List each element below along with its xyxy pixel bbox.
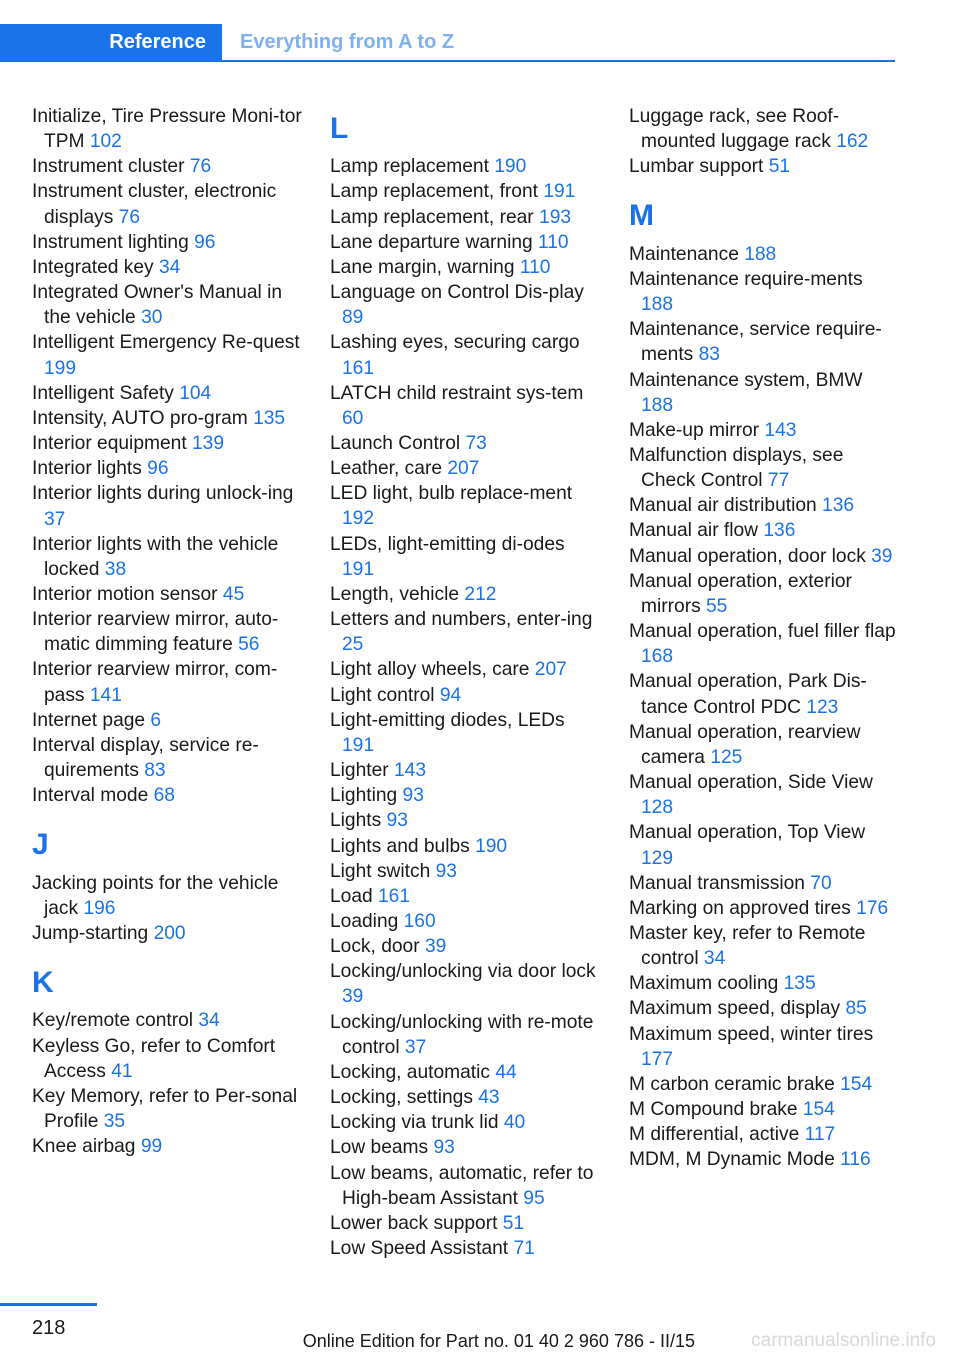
- index-entry: [330, 1236, 600, 1261]
- index-page-link[interactable]: 93: [433, 1137, 455, 1159]
- index-entry-term: Luggage rack, see Roof-mounted luggage rack: [629, 106, 840, 153]
- index-page-link[interactable]: 34: [198, 1010, 220, 1032]
- index-page-link[interactable]: 93: [435, 860, 457, 882]
- section-gap: [629, 179, 899, 191]
- index-page-link[interactable]: 139: [191, 433, 224, 455]
- index-entry: [330, 381, 600, 431]
- index-entry-term: Knee airbag: [32, 1136, 141, 1158]
- index-entry: [32, 607, 302, 657]
- index-entry: [330, 683, 600, 708]
- index-entry-term: Intelligent Safety: [32, 382, 180, 404]
- index-entry: [330, 1060, 600, 1085]
- index-page-link[interactable]: 43: [478, 1087, 500, 1109]
- index-entry-term: Language on Control Dis-play: [330, 282, 584, 304]
- index-column-2: [330, 104, 600, 1261]
- index-entry-term: Maintenance, service require-ments: [629, 319, 882, 366]
- index-page-link[interactable]: 56: [238, 634, 260, 656]
- index-page-link[interactable]: 135: [253, 407, 286, 429]
- index-entry: [330, 758, 600, 783]
- index-entry-term: Manual operation, Park Dis-tance Control PDC: [629, 671, 867, 718]
- index-entry: [629, 1122, 899, 1147]
- index-page-link[interactable]: 154: [840, 1073, 873, 1095]
- index-entry-term: Interval mode: [32, 785, 154, 807]
- index-entry-term: Maintenance: [629, 243, 745, 265]
- index-entry-term: Manual air distribution: [629, 495, 823, 517]
- index-page-link[interactable]: 188: [744, 243, 777, 265]
- index-entry-term: Maintenance require-ments: [629, 268, 863, 290]
- index-entry-term: Lane margin, warning: [330, 256, 520, 278]
- index-page-link[interactable]: 193: [539, 206, 572, 228]
- index-entry-term: Integrated Owner's Manual in the vehicle: [32, 282, 283, 329]
- index-page-link[interactable]: 39: [424, 936, 447, 958]
- index-entry-term: Launch Control: [330, 433, 466, 455]
- index-entry-term: Manual air flow: [629, 520, 764, 542]
- index-entry: [32, 456, 302, 481]
- index-entry-term: M differential, active: [629, 1124, 805, 1146]
- index-entry-term: Lighter: [330, 760, 394, 782]
- index-entry-term: Manual transmission: [629, 872, 811, 894]
- index-letter-heading: K: [32, 966, 54, 1000]
- index-entry: [330, 255, 600, 280]
- index-page-link[interactable]: 77: [767, 470, 790, 492]
- index-entry: [629, 569, 899, 619]
- index-entry: [330, 582, 600, 607]
- index-entry-term: Load: [330, 885, 379, 907]
- index-entry: [32, 657, 302, 707]
- index-letter-heading: M: [629, 199, 654, 233]
- index-entry-term: Interior equipment: [32, 433, 192, 455]
- index-entry: [330, 456, 600, 481]
- index-entry-term: LEDs, light-emitting di-odes: [330, 533, 565, 555]
- index-page-link[interactable]: 136: [763, 520, 796, 542]
- index-page-link[interactable]: 143: [764, 419, 797, 441]
- index-entry: [629, 619, 899, 669]
- index-entry: [32, 255, 302, 280]
- index-entry: [629, 921, 899, 971]
- index-page-link[interactable]: 190: [494, 156, 527, 178]
- index-entry: [330, 154, 600, 179]
- index-page-link[interactable]: 45: [222, 583, 245, 605]
- index-entry-term: Manual operation, door lock: [629, 545, 872, 567]
- index-entry: [330, 431, 600, 456]
- index-page-link[interactable]: 136: [822, 495, 855, 517]
- index-page-link[interactable]: 83: [144, 760, 166, 782]
- index-entry-term: Initialize, Tire Pressure Moni-tor TPM: [32, 106, 302, 153]
- index-entry-term: Locking, automatic: [330, 1061, 496, 1083]
- index-page-link[interactable]: 89: [342, 307, 364, 329]
- index-entry: [330, 783, 600, 808]
- index-entry: [32, 1084, 302, 1134]
- index-entry: [629, 1147, 899, 1172]
- index-page-link[interactable]: 6: [150, 709, 162, 731]
- index-entry-term: Interior rearview mirror, com-pass: [32, 659, 278, 706]
- index-page-link[interactable]: 39: [871, 545, 893, 567]
- index-page-link[interactable]: 110: [538, 231, 569, 253]
- index-entry: [330, 884, 600, 909]
- index-page-link[interactable]: 93: [402, 785, 424, 807]
- index-entry-term: Length, vehicle: [330, 583, 465, 605]
- index-entry-term: Jacking points for the vehicle jack: [32, 872, 279, 919]
- index-entry: [330, 532, 600, 582]
- index-entry-term: Master key, refer to Remote control: [629, 922, 866, 970]
- index-page-link[interactable]: 34: [703, 948, 726, 970]
- index-entry: [629, 820, 899, 870]
- index-page-link[interactable]: 38: [104, 558, 127, 580]
- index-entry-term: Light control: [330, 684, 440, 706]
- index-page-link[interactable]: 125: [710, 746, 743, 768]
- index-entry: [330, 934, 600, 959]
- index-page-link[interactable]: 128: [641, 797, 674, 819]
- index-entry-term: Marking on approved tires: [629, 897, 857, 919]
- index-page-link[interactable]: 102: [89, 131, 122, 153]
- index-page-link[interactable]: 188: [641, 394, 674, 416]
- index-entry-term: Interior lights with the vehicle locked: [32, 533, 279, 580]
- index-page-link[interactable]: 110: [519, 256, 551, 278]
- index-entry: [330, 808, 600, 833]
- index-page-link[interactable]: 177: [641, 1048, 674, 1070]
- index-entry-term: Manual operation, fuel filler flap: [629, 621, 896, 643]
- index-page-link[interactable]: 200: [153, 922, 186, 944]
- index-entry-term: Letters and numbers, enter-ing: [330, 609, 593, 631]
- index-page-link[interactable]: 135: [783, 973, 816, 995]
- index-page-link[interactable]: 96: [147, 458, 169, 480]
- index-page-link[interactable]: 96: [194, 231, 216, 253]
- index-page-link[interactable]: 116: [840, 1149, 871, 1171]
- index-entry-term: LED light, bulb replace-ment: [330, 483, 573, 505]
- index-entry-term: Lights and bulbs: [330, 835, 476, 857]
- index-entry: [629, 518, 899, 543]
- index-entry: [330, 1161, 600, 1211]
- index-entry: [330, 179, 600, 204]
- edition-note: Online Edition for Part no. 01 40 2 960 786 - II/15: [302, 1331, 695, 1351]
- index-entry: [629, 368, 899, 418]
- index-entry: [32, 708, 302, 733]
- index-page-link[interactable]: 188: [641, 294, 674, 316]
- index-entry-term: Maintenance system, BMW: [629, 369, 863, 391]
- index-entry-term: Locking via trunk lid: [330, 1112, 504, 1134]
- index-entry: [629, 1022, 899, 1072]
- index-entry: [32, 1034, 302, 1084]
- index-page-link[interactable]: 51: [768, 156, 791, 178]
- index-entry-term: Lane departure warning: [330, 231, 539, 253]
- index-entry: [330, 1211, 600, 1236]
- index-entry-term: Malfunction displays, see Check Control: [629, 445, 844, 492]
- index-entry: [32, 582, 302, 607]
- index-entry: [629, 267, 899, 317]
- index-entry: [629, 104, 899, 154]
- index-column-1: [32, 104, 302, 1159]
- index-entry: [330, 280, 600, 330]
- index-entry: [330, 909, 600, 934]
- index-entry-term: MDM, M Dynamic Mode: [629, 1149, 841, 1171]
- index-entry-term: Interior lights during unlock-ing: [32, 483, 294, 505]
- section-gap: [32, 808, 302, 820]
- index-entry: [32, 154, 302, 179]
- index-page-link[interactable]: 44: [495, 1061, 517, 1083]
- index-entry: [330, 859, 600, 884]
- index-page-link[interactable]: 199: [44, 357, 77, 379]
- index-entry: [629, 242, 899, 267]
- index-page-link[interactable]: 93: [386, 810, 408, 832]
- index-page-link[interactable]: 25: [342, 634, 364, 656]
- index-entry-term: Intelligent Emergency Re-quest: [32, 332, 300, 354]
- index-entry-term: Low beams, automatic, refer to High-beam Assistant: [330, 1162, 594, 1209]
- index-entry: [330, 708, 600, 758]
- index-entry: [32, 783, 302, 808]
- index-page-link[interactable]: 60: [342, 407, 364, 429]
- index-entry: [629, 871, 899, 896]
- index-page-link[interactable]: 190: [475, 835, 508, 857]
- index-page-link[interactable]: 51: [502, 1212, 525, 1234]
- index-page-link[interactable]: 30: [141, 307, 163, 329]
- index-entry-term: Leather, care: [330, 458, 448, 480]
- index-page-link[interactable]: 143: [394, 760, 427, 782]
- index-entry-term: Lamp replacement, rear: [330, 206, 540, 228]
- index-page-link[interactable]: 154: [802, 1099, 835, 1121]
- index-entry: [629, 1097, 899, 1122]
- index-entry: [629, 418, 899, 443]
- index-entry: [32, 871, 302, 921]
- index-entry: [32, 280, 302, 330]
- index-entry-term: Loading: [330, 910, 404, 932]
- index-page-link[interactable]: 161: [342, 357, 375, 379]
- index-page-link[interactable]: 129: [641, 847, 674, 869]
- index-entry: [629, 971, 899, 996]
- index-entry-term: Low beams: [330, 1137, 434, 1159]
- index-entry: [629, 896, 899, 921]
- index-page-link[interactable]: 141: [89, 684, 122, 706]
- index-entry: [629, 669, 899, 719]
- index-entry: [32, 1134, 302, 1159]
- index-entry: [629, 544, 899, 569]
- index-page-link[interactable]: 68: [153, 785, 175, 807]
- index-page-link[interactable]: 104: [179, 382, 212, 404]
- index-entry: [32, 921, 302, 946]
- index-page-link[interactable]: 207: [447, 458, 480, 480]
- index-entry-term: Interval display, service re-quirements: [32, 734, 259, 782]
- index-entry: [629, 493, 899, 518]
- index-letter-heading: J: [32, 828, 49, 862]
- index-page-link[interactable]: 85: [845, 998, 867, 1020]
- page-number: 218: [32, 1317, 66, 1339]
- index-entry-term: Jump-starting: [32, 922, 154, 944]
- index-entry: [32, 179, 302, 229]
- index-page-link[interactable]: 37: [44, 508, 66, 530]
- index-entry: [32, 381, 302, 406]
- index-page-link[interactable]: 196: [83, 897, 116, 919]
- index-page-link[interactable]: 70: [810, 872, 832, 894]
- index-page-link[interactable]: 40: [503, 1112, 526, 1134]
- index-page-link[interactable]: 176: [856, 897, 889, 919]
- index-entry: [32, 230, 302, 255]
- index-page-link[interactable]: 34: [158, 256, 181, 278]
- section-tab-reference[interactable]: Reference: [0, 24, 222, 60]
- index-entry-term: Interior motion sensor: [32, 583, 223, 605]
- index-entry-term: Key/remote control: [32, 1010, 199, 1032]
- index-page-link[interactable]: 160: [403, 910, 436, 932]
- index-entry-term: Manual operation, exterior mirrors: [629, 570, 852, 617]
- index-column-3: [629, 104, 899, 1173]
- index-entry: [330, 230, 600, 255]
- index-entry: [330, 834, 600, 859]
- index-page-link[interactable]: 35: [103, 1111, 126, 1133]
- index-page-link[interactable]: 123: [806, 696, 839, 718]
- index-entry-term: Lumbar support: [629, 156, 769, 178]
- index-entry: [32, 104, 302, 154]
- index-page-link[interactable]: 161: [378, 885, 411, 907]
- index-entry-term: Maximum cooling: [629, 973, 784, 995]
- index-page-link[interactable]: 37: [404, 1036, 427, 1058]
- index-entry: [629, 317, 899, 367]
- index-entry: [629, 1072, 899, 1097]
- index-entry: [330, 607, 600, 657]
- index-entry-term: Instrument cluster, electronic displays: [32, 181, 277, 228]
- watermark: carmanualsonline.info: [751, 1330, 936, 1351]
- chapter-tab-everything-a-to-z[interactable]: Everything from A to Z: [240, 30, 455, 53]
- index-entry-term: Lock, door: [330, 936, 425, 958]
- index-entry-term: Lower back support: [330, 1212, 503, 1234]
- index-entry: [330, 205, 600, 230]
- index-entry-term: Low Speed Assistant: [330, 1238, 514, 1260]
- index-letter-heading: L: [330, 112, 349, 145]
- index-entry-term: Instrument cluster: [32, 156, 190, 178]
- index-entry: [330, 959, 600, 1009]
- index-entry: [32, 330, 302, 380]
- index-page-link[interactable]: 191: [342, 558, 375, 580]
- index-entry-term: Locking, settings: [330, 1087, 479, 1109]
- index-entry-term: Lights: [330, 810, 387, 832]
- index-page-link[interactable]: 55: [706, 595, 728, 617]
- index-entry: [32, 431, 302, 456]
- index-entry-term: Instrument lighting: [32, 231, 195, 253]
- section-gap: [32, 946, 302, 958]
- index-entry: [32, 406, 302, 431]
- index-entry: [330, 1085, 600, 1110]
- index-entry-term: Maximum speed, display: [629, 998, 846, 1020]
- index-page-link[interactable]: 212: [464, 583, 497, 605]
- index-entry: [330, 657, 600, 682]
- index-page-link[interactable]: 41: [111, 1060, 133, 1082]
- index-page-link[interactable]: 39: [342, 986, 364, 1008]
- index-page-link[interactable]: 117: [804, 1124, 836, 1146]
- index-entry-term: Keyless Go, refer to Comfort Access: [32, 1035, 276, 1082]
- index-page-link[interactable]: 95: [523, 1187, 545, 1209]
- index-entry-term: Lighting: [330, 785, 403, 807]
- index-page-link[interactable]: 99: [140, 1136, 163, 1158]
- index-entry-term: Key Memory, refer to Per-sonal Profile: [32, 1085, 298, 1133]
- index-page-link[interactable]: 192: [342, 508, 375, 530]
- index-entry: [629, 154, 899, 179]
- index-entry-term: LATCH child restraint sys-tem: [330, 382, 584, 404]
- index-entry-term: Intensity, AUTO pro-gram: [32, 407, 254, 429]
- index-entry-term: Light alloy wheels, care: [330, 659, 535, 681]
- index-entry-term: Locking/unlocking via door lock: [330, 961, 596, 983]
- index-entry-term: Internet page: [32, 709, 151, 731]
- index-page-link[interactable]: 191: [342, 734, 375, 756]
- index-entry-term: Light-emitting diodes, LEDs: [330, 709, 565, 731]
- footer-rule: [0, 1303, 97, 1306]
- index-entry: [32, 532, 302, 582]
- index-entry: [330, 330, 600, 380]
- header-bar: [0, 24, 895, 62]
- index-entry-term: Manual operation, rearview camera: [629, 721, 861, 768]
- index-page-link[interactable]: 168: [641, 646, 674, 668]
- index-entry-term: Lashing eyes, securing cargo: [330, 332, 580, 354]
- index-entry-term: Integrated key: [32, 256, 159, 278]
- index-entry-term: Lamp replacement, front: [330, 181, 544, 203]
- index-page-link[interactable]: 83: [698, 344, 720, 366]
- index-entry: [629, 770, 899, 820]
- index-page-link[interactable]: 71: [513, 1238, 535, 1260]
- index-entry: [32, 1008, 302, 1033]
- index-page-link[interactable]: 191: [543, 181, 576, 203]
- index-entry-term: Locking/unlocking with re-mote control: [330, 1011, 594, 1058]
- index-entry: [330, 1010, 600, 1060]
- index-entry: [32, 733, 302, 783]
- index-entry-term: M Compound brake: [629, 1099, 803, 1121]
- index-entry: [330, 1110, 600, 1135]
- index-entry-term: Lamp replacement: [330, 156, 495, 178]
- index-entry-term: Maximum speed, winter tires: [629, 1023, 874, 1045]
- index-entry: [330, 481, 600, 531]
- index-page-link[interactable]: 94: [439, 684, 462, 706]
- index-page-link[interactable]: 162: [836, 131, 869, 153]
- index-entry-term: Manual operation, Top View: [629, 822, 866, 844]
- index-page-link[interactable]: 76: [118, 206, 140, 228]
- index-entry-term: Interior lights: [32, 458, 148, 480]
- index-page-link[interactable]: 207: [534, 659, 567, 681]
- index-entry: [629, 720, 899, 770]
- index-entry-term: Interior rearview mirror, auto-matic dimming feature: [32, 609, 279, 656]
- index-page-link[interactable]: 76: [189, 156, 212, 178]
- index-entry-term: Manual operation, Side View: [629, 772, 873, 794]
- index-entry: [629, 996, 899, 1021]
- index-page-link[interactable]: 73: [465, 433, 487, 455]
- index-entry: [32, 481, 302, 531]
- index-entry: [330, 1135, 600, 1160]
- index-entry-term: M carbon ceramic brake: [629, 1073, 841, 1095]
- index-entry-term: Light switch: [330, 860, 436, 882]
- index-entry-term: Make-up mirror: [629, 419, 765, 441]
- index-entry: [629, 443, 899, 493]
